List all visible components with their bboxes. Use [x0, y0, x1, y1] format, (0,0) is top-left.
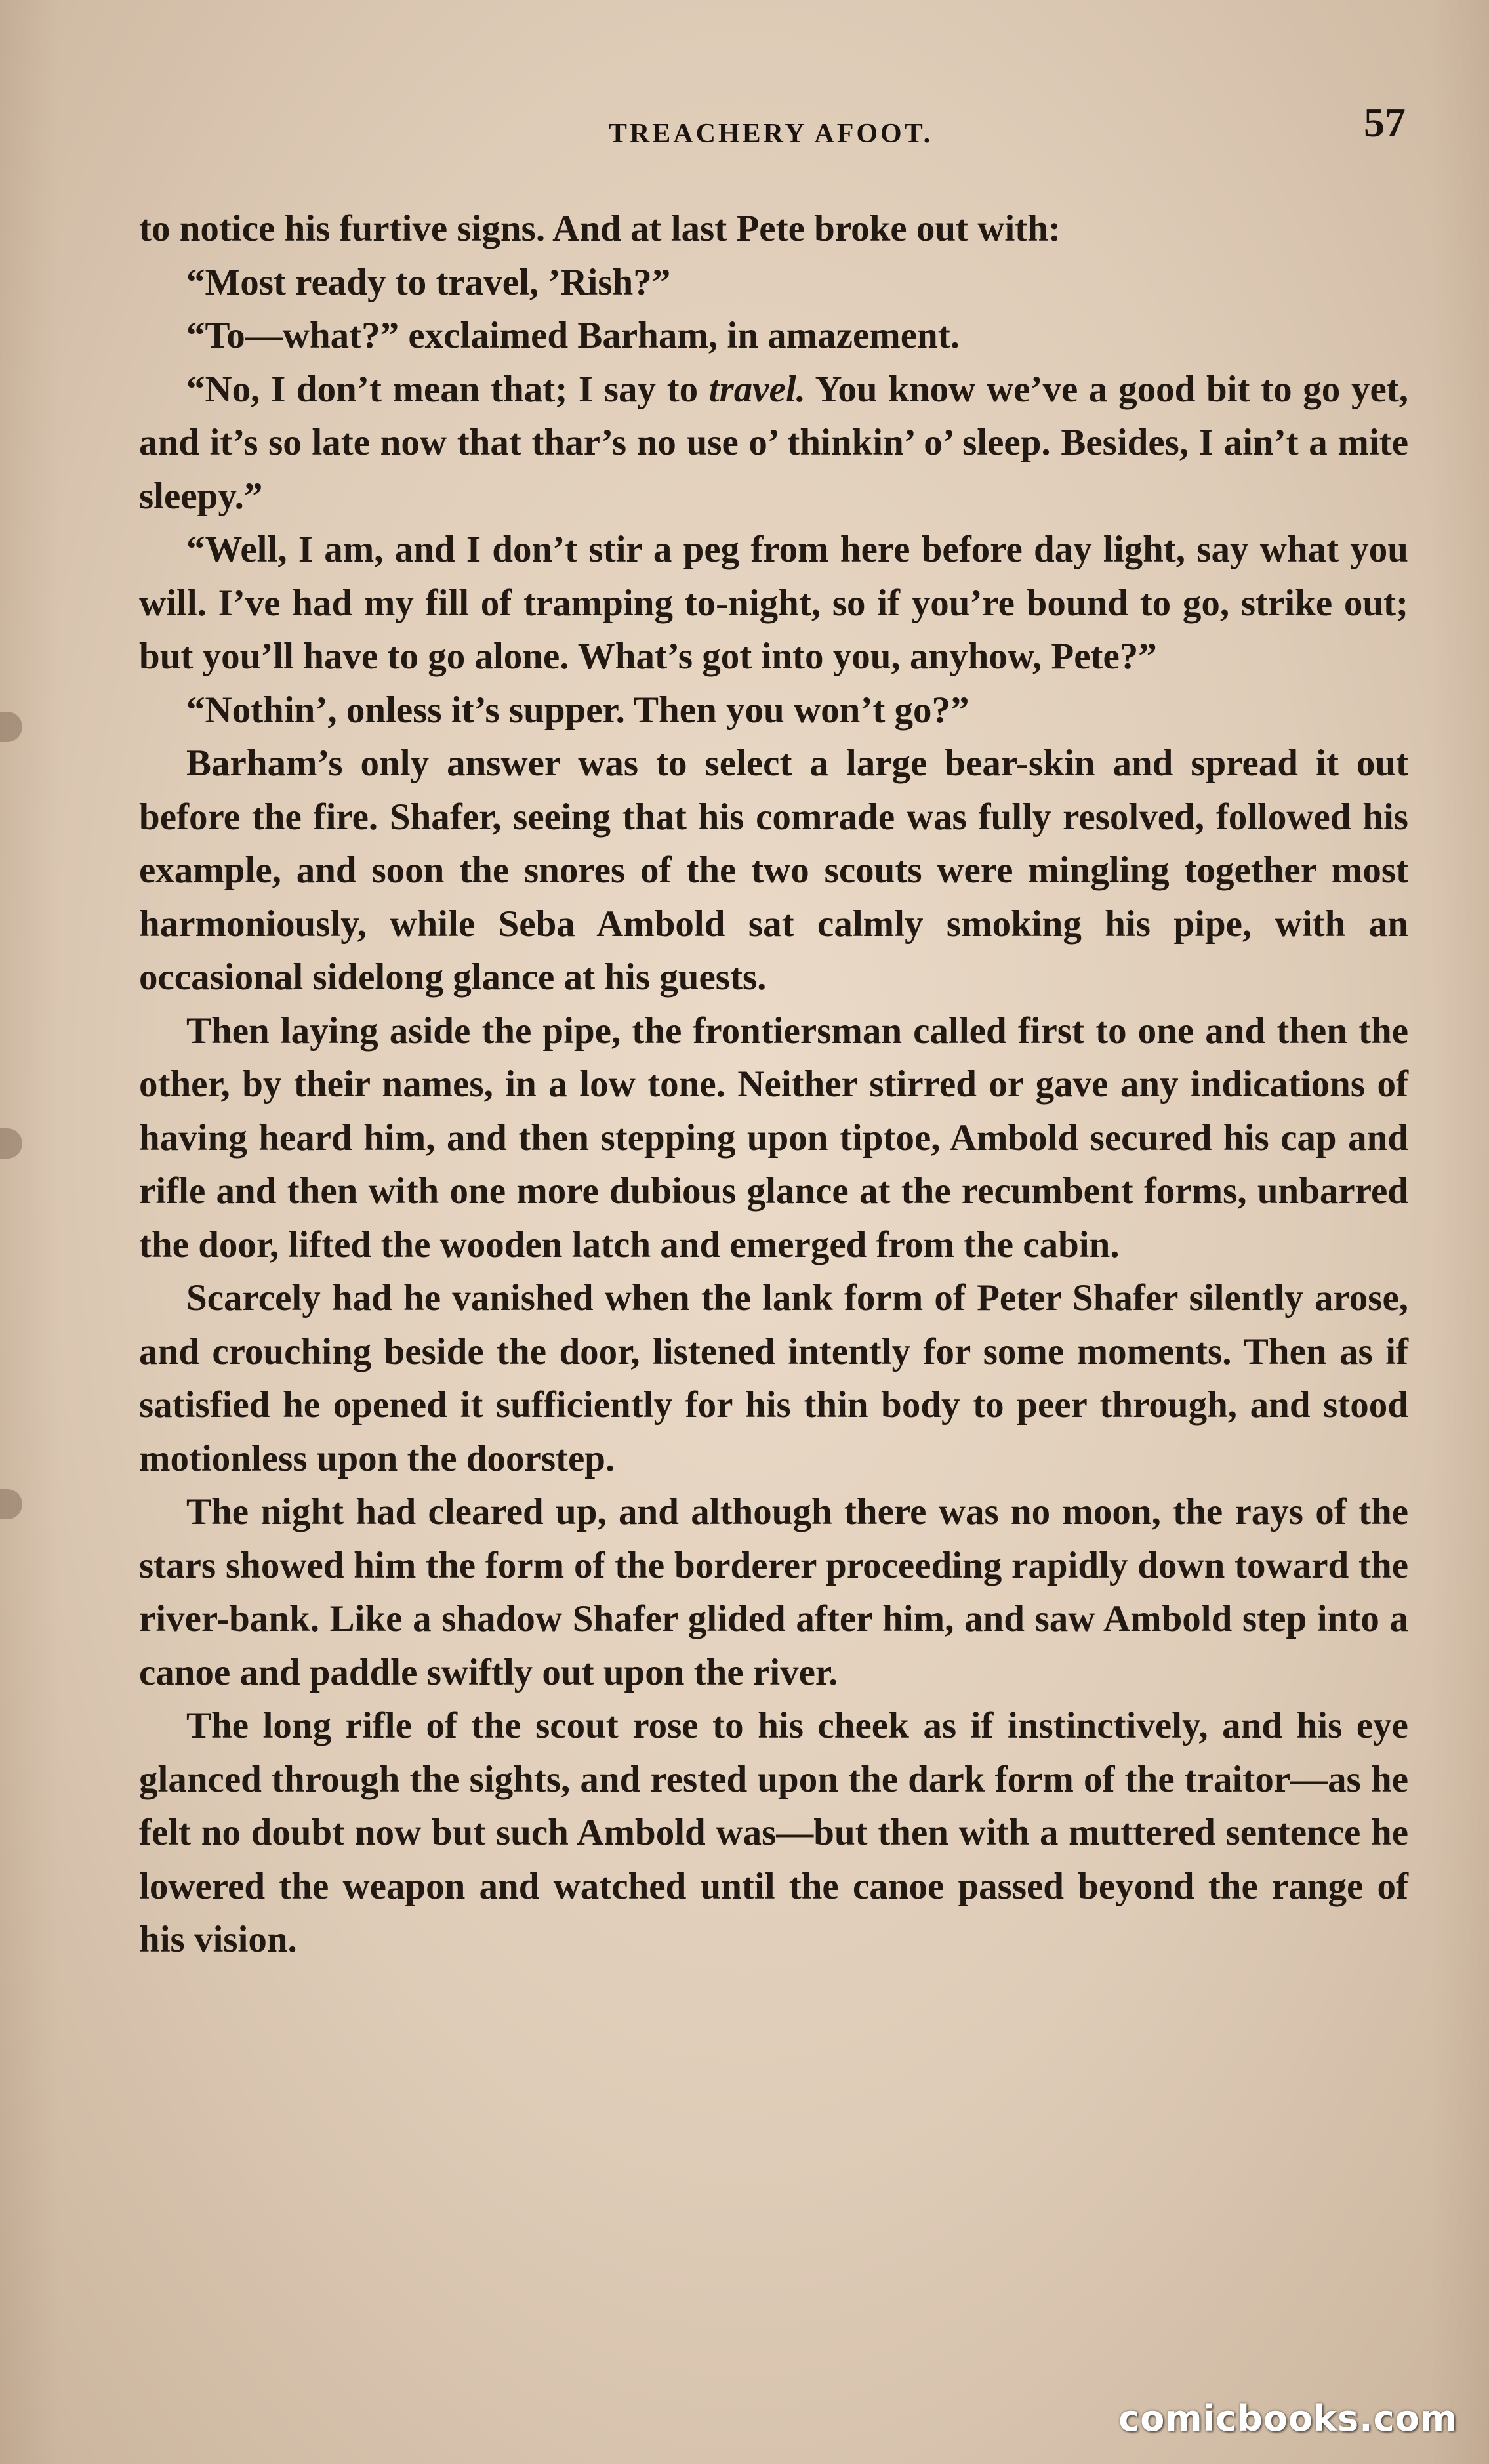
paragraph: “Well, I am, and I don’t stir a peg from here before day light, say what you will. I’ve had my fill of tramping to-night, so if you’re bound to go, strike out; but you’ll have to go alone. What’s got into you, anyhow, Pete?”: [139, 529, 1408, 677]
paragraph: Barham’s only answer was to select a large bear-skin and spread it out before the fire. Shafer, seeing that his comrade was fully resolved, followed his example, and soon the snores of the two scouts were mingling together most harmoniously, while Seba Ambold sat calmly smoking his pipe, with an occasional sidelong glance at his guests.: [139, 743, 1408, 998]
watermark: comicbooks.com: [1118, 2398, 1458, 2439]
binding-hole-mark: [0, 712, 22, 742]
paragraph: “To—what?” exclaimed Barham, in amazement.: [186, 315, 960, 356]
paragraph: The night had cleared up, and although there was no moon, the rays of the stars showed him the form of the borderer proceeding rapidly down toward the river-bank. Like a shadow Shafer glided after him, and saw Ambold step into a canoe and paddle swiftly out upon the river.: [139, 1491, 1408, 1693]
paragraph-text: “No, I don’t mean that; I say to: [186, 368, 709, 410]
emphasized-word: travel.: [708, 368, 806, 410]
paragraph: Scarcely had he vanished when the lank form of Peter Shafer silently arose, and crouching beside the door, listened intently for some moments. Then as if satisfied he opened it sufficiently for his thin body to peer through, and stood motionless upon the doorstep.: [139, 1277, 1408, 1479]
binding-hole-mark: [0, 1128, 22, 1159]
body-text: [139, 202, 1408, 1967]
page-header: [141, 98, 1406, 151]
running-head: TREACHERY AFOOT.: [608, 119, 933, 149]
binding-hole-mark: [0, 1489, 22, 1519]
paragraph-text: You know we’ve a good bit to go yet, and it’s so late now that thar’s no use o’ thinkin’ o’ sleep. Besides, I ain’t a mite sleepy.”: [139, 368, 1408, 517]
paragraph: Then laying aside the pipe, the frontiersman called first to one and then the other, by their names, in a low tone. Neither stirred or gave any indications of having heard him, and then stepping upon tiptoe, Ambold secured his cap and rifle and then with one more dubious glance at the recumbent forms, unbarred the door, lifted the wooden latch and emerged from the cabin.: [139, 1010, 1408, 1265]
paragraph: The long rifle of the scout rose to his cheek as if instinctively, and his eye glanced through the sights, and rested upon the dark form of the traitor—as he felt no doubt now but such Ambold was—but then with a muttered sentence he lowered the weapon and watched until the canoe passed beyond the range of his vision.: [139, 1705, 1408, 1960]
page-number: 57: [1364, 99, 1406, 146]
paragraph: “Nothin’, onless it’s supper. Then you won’t go?”: [186, 689, 969, 731]
paragraph: “Most ready to travel, ’Rish?”: [186, 261, 671, 303]
paragraph: [139, 363, 1408, 524]
paragraph: to notice his furtive signs. And at last Pete broke out with:: [139, 208, 1061, 249]
